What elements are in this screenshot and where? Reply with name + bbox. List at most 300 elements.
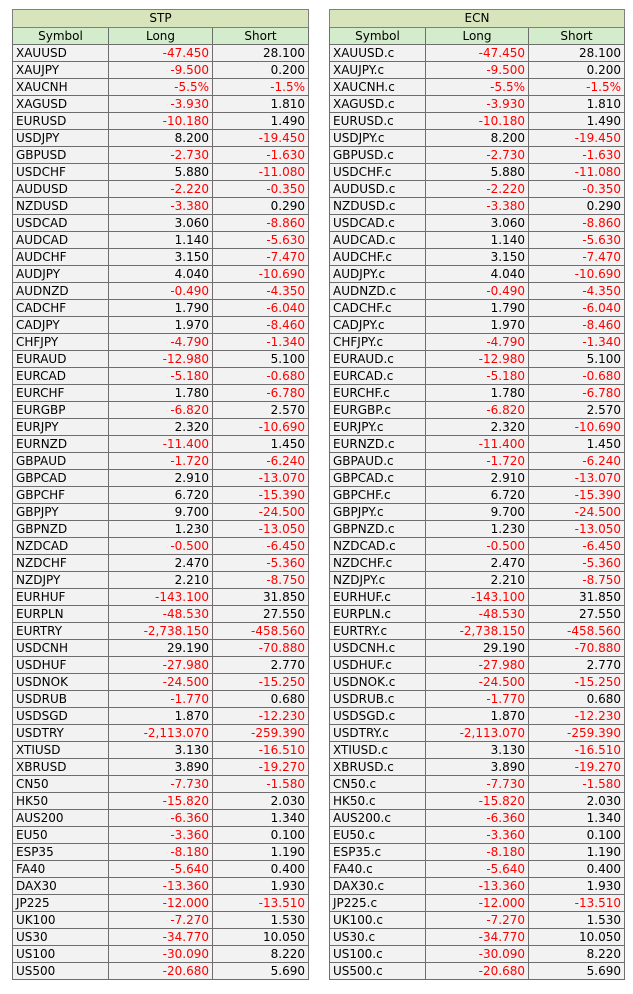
short-swap-cell: 1.530 bbox=[213, 912, 309, 929]
short-swap-cell: 0.680 bbox=[529, 691, 625, 708]
symbol-cell: CADCHF bbox=[13, 300, 109, 317]
short-swap-cell: 27.550 bbox=[529, 606, 625, 623]
symbol-cell: GBPCAD.c bbox=[330, 470, 426, 487]
symbol-cell: AUDUSD.c bbox=[330, 181, 426, 198]
short-swap-cell: -11.080 bbox=[213, 164, 309, 181]
table-row bbox=[13, 385, 309, 402]
symbol-cell: EURCAD bbox=[13, 368, 109, 385]
ecn-swap-table bbox=[329, 9, 625, 980]
symbol-cell: XAUJPY.c bbox=[330, 62, 426, 79]
symbol-cell: XBRUSD bbox=[13, 759, 109, 776]
long-swap-cell: -5.5% bbox=[109, 79, 213, 96]
table-body bbox=[330, 45, 625, 980]
symbol-cell: EURUSD.c bbox=[330, 113, 426, 130]
table-row bbox=[330, 827, 625, 844]
symbol-cell: EURPLN bbox=[13, 606, 109, 623]
long-swap-cell: -2,113.070 bbox=[109, 725, 213, 742]
symbol-cell: EURNZD bbox=[13, 436, 109, 453]
long-swap-cell: -11.400 bbox=[426, 436, 529, 453]
table-row bbox=[330, 555, 625, 572]
table-row bbox=[330, 878, 625, 895]
short-swap-cell: 1.530 bbox=[529, 912, 625, 929]
symbol-cell: USDCAD bbox=[13, 215, 109, 232]
table-row bbox=[13, 79, 309, 96]
symbol-cell: EURHUF.c bbox=[330, 589, 426, 606]
long-swap-cell: 6.720 bbox=[109, 487, 213, 504]
symbol-cell: USDCNH.c bbox=[330, 640, 426, 657]
table-row bbox=[13, 487, 309, 504]
symbol-cell: USDTRY bbox=[13, 725, 109, 742]
long-swap-cell: -34.770 bbox=[426, 929, 529, 946]
long-swap-cell: -3.360 bbox=[426, 827, 529, 844]
long-swap-cell: 1.780 bbox=[426, 385, 529, 402]
long-swap-cell: 3.060 bbox=[109, 215, 213, 232]
long-swap-cell: -2.730 bbox=[109, 147, 213, 164]
long-swap-cell: 1.790 bbox=[109, 300, 213, 317]
symbol-cell: CN50.c bbox=[330, 776, 426, 793]
long-swap-cell: 3.150 bbox=[426, 249, 529, 266]
short-swap-cell: 0.400 bbox=[213, 861, 309, 878]
long-swap-cell: -47.450 bbox=[109, 45, 213, 62]
symbol-cell: USDRUB.c bbox=[330, 691, 426, 708]
symbol-cell: GBPUSD.c bbox=[330, 147, 426, 164]
table-row bbox=[330, 623, 625, 640]
long-swap-cell: 3.890 bbox=[426, 759, 529, 776]
table-row bbox=[330, 708, 625, 725]
symbol-cell: XBRUSD.c bbox=[330, 759, 426, 776]
table-row bbox=[13, 300, 309, 317]
short-swap-cell: -5.360 bbox=[529, 555, 625, 572]
short-swap-cell: 1.810 bbox=[213, 96, 309, 113]
long-swap-cell: 6.720 bbox=[426, 487, 529, 504]
short-swap-cell: -19.450 bbox=[529, 130, 625, 147]
table-row bbox=[330, 300, 625, 317]
long-swap-cell: -3.360 bbox=[109, 827, 213, 844]
symbol-cell: US500 bbox=[13, 963, 109, 980]
table-row bbox=[330, 130, 625, 147]
symbol-cell: USDCNH bbox=[13, 640, 109, 657]
symbol-cell: NZDCHF bbox=[13, 555, 109, 572]
symbol-cell: XTIUSD bbox=[13, 742, 109, 759]
table-row bbox=[330, 96, 625, 113]
table-row bbox=[330, 521, 625, 538]
table-row bbox=[13, 402, 309, 419]
short-swap-cell: 0.290 bbox=[529, 198, 625, 215]
short-swap-cell: -0.350 bbox=[213, 181, 309, 198]
long-swap-cell: 3.130 bbox=[426, 742, 529, 759]
short-swap-cell: -7.470 bbox=[529, 249, 625, 266]
table-row bbox=[330, 572, 625, 589]
long-swap-cell: -4.790 bbox=[109, 334, 213, 351]
symbol-cell: GBPNZD.c bbox=[330, 521, 426, 538]
long-swap-cell: -3.930 bbox=[426, 96, 529, 113]
table-row bbox=[330, 334, 625, 351]
table-row bbox=[330, 266, 625, 283]
long-swap-cell: 2.210 bbox=[109, 572, 213, 589]
table-row bbox=[13, 861, 309, 878]
symbol-cell: HK50 bbox=[13, 793, 109, 810]
table-row bbox=[330, 504, 625, 521]
long-swap-cell: -20.680 bbox=[109, 963, 213, 980]
long-swap-cell: -0.500 bbox=[426, 538, 529, 555]
short-swap-cell: 0.100 bbox=[529, 827, 625, 844]
short-swap-cell: 1.450 bbox=[529, 436, 625, 453]
short-swap-cell: 1.450 bbox=[213, 436, 309, 453]
short-swap-cell: -12.230 bbox=[529, 708, 625, 725]
long-swap-cell: -48.530 bbox=[426, 606, 529, 623]
short-swap-cell: 10.050 bbox=[529, 929, 625, 946]
long-swap-cell: 1.140 bbox=[109, 232, 213, 249]
table-row bbox=[330, 79, 625, 96]
symbol-cell: XAUCNH.c bbox=[330, 79, 426, 96]
table-row bbox=[330, 181, 625, 198]
long-swap-cell: 1.230 bbox=[426, 521, 529, 538]
long-swap-cell: 1.230 bbox=[109, 521, 213, 538]
long-swap-cell: 29.190 bbox=[109, 640, 213, 657]
short-swap-cell: -13.050 bbox=[213, 521, 309, 538]
symbol-cell: NZDJPY.c bbox=[330, 572, 426, 589]
long-swap-cell: -0.500 bbox=[109, 538, 213, 555]
table-row bbox=[330, 895, 625, 912]
table-row bbox=[13, 164, 309, 181]
long-swap-cell: 8.200 bbox=[426, 130, 529, 147]
table-row bbox=[13, 691, 309, 708]
table-row bbox=[330, 657, 625, 674]
long-swap-cell: -9.500 bbox=[109, 62, 213, 79]
short-swap-cell: 0.400 bbox=[529, 861, 625, 878]
symbol-cell: US30 bbox=[13, 929, 109, 946]
long-swap-cell: -6.820 bbox=[426, 402, 529, 419]
table-row bbox=[330, 538, 625, 555]
long-swap-cell: -2,738.150 bbox=[109, 623, 213, 640]
short-swap-cell: -1.340 bbox=[529, 334, 625, 351]
symbol-cell: GBPCHF.c bbox=[330, 487, 426, 504]
short-swap-cell: 1.490 bbox=[529, 113, 625, 130]
table-row bbox=[330, 317, 625, 334]
table-row bbox=[330, 487, 625, 504]
table-row bbox=[330, 589, 625, 606]
symbol-cell: AUDCAD bbox=[13, 232, 109, 249]
table-row bbox=[330, 147, 625, 164]
long-swap-cell: 9.700 bbox=[109, 504, 213, 521]
long-swap-cell: -1.770 bbox=[426, 691, 529, 708]
symbol-cell: AUDJPY.c bbox=[330, 266, 426, 283]
symbol-cell: USDJPY.c bbox=[330, 130, 426, 147]
table-row bbox=[330, 691, 625, 708]
table-row bbox=[13, 130, 309, 147]
table-row bbox=[330, 640, 625, 657]
short-swap-cell: 5.100 bbox=[529, 351, 625, 368]
table-row bbox=[330, 912, 625, 929]
long-swap-cell: 2.470 bbox=[426, 555, 529, 572]
short-swap-cell: -70.880 bbox=[529, 640, 625, 657]
table-row bbox=[13, 759, 309, 776]
symbol-cell: AUDCAD.c bbox=[330, 232, 426, 249]
short-swap-cell: 10.050 bbox=[213, 929, 309, 946]
symbol-cell: CADCHF.c bbox=[330, 300, 426, 317]
symbol-cell: EURAUD.c bbox=[330, 351, 426, 368]
table-row bbox=[330, 436, 625, 453]
long-swap-cell: -30.090 bbox=[426, 946, 529, 963]
table-row bbox=[330, 402, 625, 419]
long-swap-cell: 1.780 bbox=[109, 385, 213, 402]
symbol-cell: EURPLN.c bbox=[330, 606, 426, 623]
long-swap-cell: 1.970 bbox=[109, 317, 213, 334]
short-swap-cell: 0.100 bbox=[213, 827, 309, 844]
symbol-cell: EU50 bbox=[13, 827, 109, 844]
short-swap-cell: 28.100 bbox=[213, 45, 309, 62]
long-swap-cell: 2.320 bbox=[109, 419, 213, 436]
short-swap-cell: 2.030 bbox=[213, 793, 309, 810]
table-row bbox=[330, 62, 625, 79]
long-swap-cell: 2.910 bbox=[426, 470, 529, 487]
symbol-cell: NZDUSD bbox=[13, 198, 109, 215]
column-header-long: Long bbox=[109, 28, 213, 45]
short-swap-cell: 0.200 bbox=[529, 62, 625, 79]
table-row bbox=[13, 895, 309, 912]
symbol-cell: CADJPY bbox=[13, 317, 109, 334]
symbol-cell: EU50.c bbox=[330, 827, 426, 844]
table-row bbox=[13, 538, 309, 555]
table-row bbox=[13, 317, 309, 334]
long-swap-cell: -13.360 bbox=[426, 878, 529, 895]
short-swap-cell: -1.630 bbox=[213, 147, 309, 164]
long-swap-cell: -11.400 bbox=[109, 436, 213, 453]
long-swap-cell: -8.180 bbox=[426, 844, 529, 861]
short-swap-cell: -13.510 bbox=[213, 895, 309, 912]
symbol-cell: EURGBP bbox=[13, 402, 109, 419]
symbol-cell: AUDUSD bbox=[13, 181, 109, 198]
long-swap-cell: 1.140 bbox=[426, 232, 529, 249]
long-swap-cell: -27.980 bbox=[109, 657, 213, 674]
table-row bbox=[13, 181, 309, 198]
long-swap-cell: -5.640 bbox=[109, 861, 213, 878]
long-swap-cell: -7.730 bbox=[426, 776, 529, 793]
long-swap-cell: 1.790 bbox=[426, 300, 529, 317]
short-swap-cell: -6.240 bbox=[529, 453, 625, 470]
long-swap-cell: -24.500 bbox=[109, 674, 213, 691]
table-row bbox=[330, 232, 625, 249]
short-swap-cell: 0.680 bbox=[213, 691, 309, 708]
short-swap-cell: 28.100 bbox=[529, 45, 625, 62]
symbol-cell: USDSGD bbox=[13, 708, 109, 725]
short-swap-cell: -8.460 bbox=[213, 317, 309, 334]
table-row bbox=[330, 844, 625, 861]
symbol-cell: JP225 bbox=[13, 895, 109, 912]
symbol-cell: XAUJPY bbox=[13, 62, 109, 79]
short-swap-cell: -4.350 bbox=[529, 283, 625, 300]
symbol-cell: USDSGD.c bbox=[330, 708, 426, 725]
short-swap-cell: -0.680 bbox=[213, 368, 309, 385]
table-row bbox=[13, 113, 309, 130]
short-swap-cell: -6.240 bbox=[213, 453, 309, 470]
long-swap-cell: -5.180 bbox=[109, 368, 213, 385]
table-row bbox=[330, 946, 625, 963]
symbol-cell: AUDJPY bbox=[13, 266, 109, 283]
short-swap-cell: -5.630 bbox=[529, 232, 625, 249]
long-swap-cell: -7.270 bbox=[109, 912, 213, 929]
long-swap-cell: -143.100 bbox=[426, 589, 529, 606]
table-row bbox=[330, 861, 625, 878]
symbol-cell: USDRUB bbox=[13, 691, 109, 708]
short-swap-cell: -6.450 bbox=[529, 538, 625, 555]
table-row bbox=[330, 759, 625, 776]
short-swap-cell: -458.560 bbox=[213, 623, 309, 640]
column-header-short: Short bbox=[213, 28, 309, 45]
long-swap-cell: -6.360 bbox=[109, 810, 213, 827]
symbol-cell: EURAUD bbox=[13, 351, 109, 368]
short-swap-cell: -1.630 bbox=[529, 147, 625, 164]
column-header-short: Short bbox=[529, 28, 625, 45]
table-row bbox=[13, 572, 309, 589]
long-swap-cell: 2.320 bbox=[426, 419, 529, 436]
short-swap-cell: -24.500 bbox=[529, 504, 625, 521]
long-swap-cell: -0.490 bbox=[109, 283, 213, 300]
short-swap-cell: -16.510 bbox=[213, 742, 309, 759]
symbol-cell: AUDCHF bbox=[13, 249, 109, 266]
symbol-cell: ESP35.c bbox=[330, 844, 426, 861]
short-swap-cell: 2.570 bbox=[213, 402, 309, 419]
long-swap-cell: -3.380 bbox=[426, 198, 529, 215]
short-swap-cell: -15.250 bbox=[213, 674, 309, 691]
long-swap-cell: 4.040 bbox=[426, 266, 529, 283]
table-row bbox=[13, 283, 309, 300]
symbol-cell: AUS200 bbox=[13, 810, 109, 827]
short-swap-cell: -6.780 bbox=[213, 385, 309, 402]
short-swap-cell: -1.5% bbox=[529, 79, 625, 96]
short-swap-cell: -10.690 bbox=[529, 419, 625, 436]
short-swap-cell: -5.630 bbox=[213, 232, 309, 249]
symbol-cell: USDNOK.c bbox=[330, 674, 426, 691]
table-row bbox=[13, 62, 309, 79]
short-swap-cell: -24.500 bbox=[213, 504, 309, 521]
short-swap-cell: -10.690 bbox=[213, 266, 309, 283]
short-swap-cell: -15.250 bbox=[529, 674, 625, 691]
table-row bbox=[13, 334, 309, 351]
short-swap-cell: 1.490 bbox=[213, 113, 309, 130]
table-row bbox=[13, 436, 309, 453]
stp-swap-table bbox=[12, 9, 309, 980]
symbol-cell: USDJPY bbox=[13, 130, 109, 147]
symbol-cell: CN50 bbox=[13, 776, 109, 793]
table-row bbox=[13, 623, 309, 640]
table-row bbox=[13, 963, 309, 980]
short-swap-cell: -8.860 bbox=[529, 215, 625, 232]
symbol-cell: CHFJPY.c bbox=[330, 334, 426, 351]
table-row bbox=[330, 606, 625, 623]
table-row bbox=[13, 555, 309, 572]
table-row bbox=[13, 674, 309, 691]
long-swap-cell: -0.490 bbox=[426, 283, 529, 300]
short-swap-cell: -1.5% bbox=[213, 79, 309, 96]
short-swap-cell: 8.220 bbox=[529, 946, 625, 963]
symbol-cell: DAX30.c bbox=[330, 878, 426, 895]
table-row bbox=[13, 844, 309, 861]
short-swap-cell: 31.850 bbox=[529, 589, 625, 606]
short-swap-cell: -19.450 bbox=[213, 130, 309, 147]
table-row bbox=[13, 810, 309, 827]
column-header-symbol: Symbol bbox=[330, 28, 426, 45]
short-swap-cell: -6.040 bbox=[529, 300, 625, 317]
long-swap-cell: 3.060 bbox=[426, 215, 529, 232]
short-swap-cell: -458.560 bbox=[529, 623, 625, 640]
symbol-cell: NZDJPY bbox=[13, 572, 109, 589]
short-swap-cell: 1.930 bbox=[213, 878, 309, 895]
symbol-cell: GBPCHF bbox=[13, 487, 109, 504]
symbol-cell: UK100.c bbox=[330, 912, 426, 929]
table-row bbox=[330, 283, 625, 300]
table-row bbox=[330, 810, 625, 827]
short-swap-cell: -1.580 bbox=[529, 776, 625, 793]
short-swap-cell: -0.680 bbox=[529, 368, 625, 385]
symbol-cell: USDCHF bbox=[13, 164, 109, 181]
column-header-long: Long bbox=[426, 28, 529, 45]
symbol-cell: AUDNZD.c bbox=[330, 283, 426, 300]
long-swap-cell: 1.870 bbox=[426, 708, 529, 725]
table-row bbox=[330, 385, 625, 402]
short-swap-cell: 31.850 bbox=[213, 589, 309, 606]
table-row bbox=[13, 929, 309, 946]
short-swap-cell: 2.770 bbox=[529, 657, 625, 674]
table-row bbox=[330, 164, 625, 181]
table-row bbox=[330, 742, 625, 759]
table-row bbox=[13, 147, 309, 164]
symbol-cell: NZDCAD.c bbox=[330, 538, 426, 555]
symbol-cell: US100.c bbox=[330, 946, 426, 963]
short-swap-cell: 1.190 bbox=[529, 844, 625, 861]
table-title: STP bbox=[13, 10, 309, 28]
symbol-cell: AUDNZD bbox=[13, 283, 109, 300]
long-swap-cell: -34.770 bbox=[109, 929, 213, 946]
table-row bbox=[13, 640, 309, 657]
table-row bbox=[13, 368, 309, 385]
symbol-cell: XAGUSD.c bbox=[330, 96, 426, 113]
table-row bbox=[13, 589, 309, 606]
table-row bbox=[330, 249, 625, 266]
short-swap-cell: -15.390 bbox=[213, 487, 309, 504]
short-swap-cell: -13.510 bbox=[529, 895, 625, 912]
table-row bbox=[330, 215, 625, 232]
long-swap-cell: -3.380 bbox=[109, 198, 213, 215]
table-row bbox=[13, 249, 309, 266]
symbol-cell: GBPUSD bbox=[13, 147, 109, 164]
symbol-cell: XAUUSD.c bbox=[330, 45, 426, 62]
short-swap-cell: 2.770 bbox=[213, 657, 309, 674]
short-swap-cell: -10.690 bbox=[529, 266, 625, 283]
table-title: ECN bbox=[330, 10, 625, 28]
short-swap-cell: 1.930 bbox=[529, 878, 625, 895]
table-row bbox=[13, 725, 309, 742]
long-swap-cell: -5.180 bbox=[426, 368, 529, 385]
short-swap-cell: -12.230 bbox=[213, 708, 309, 725]
long-swap-cell: 5.880 bbox=[426, 164, 529, 181]
long-swap-cell: -2,113.070 bbox=[426, 725, 529, 742]
table-row bbox=[330, 470, 625, 487]
table-row bbox=[330, 198, 625, 215]
symbol-cell: USDHUF bbox=[13, 657, 109, 674]
long-swap-cell: -12.980 bbox=[426, 351, 529, 368]
symbol-cell: AUDCHF.c bbox=[330, 249, 426, 266]
symbol-cell: USDHUF.c bbox=[330, 657, 426, 674]
table-row bbox=[330, 453, 625, 470]
long-swap-cell: 2.210 bbox=[426, 572, 529, 589]
table-row bbox=[13, 878, 309, 895]
short-swap-cell: -6.040 bbox=[213, 300, 309, 317]
table-row bbox=[330, 45, 625, 62]
symbol-cell: NZDCHF.c bbox=[330, 555, 426, 572]
long-swap-cell: -1.720 bbox=[109, 453, 213, 470]
symbol-cell: EURHUF bbox=[13, 589, 109, 606]
